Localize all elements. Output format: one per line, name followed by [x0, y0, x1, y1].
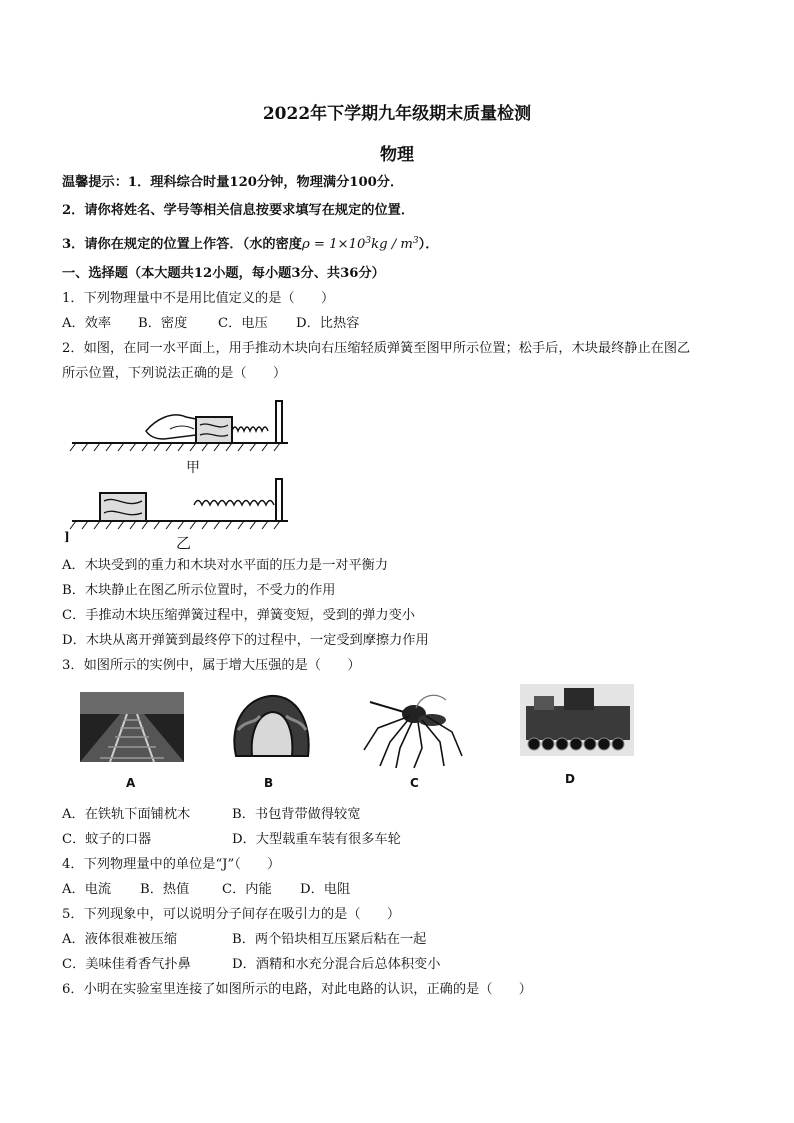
question-1-options — [62, 315, 359, 333]
question-2-stem-1: 2．如图，在同一水平面上，用手推动木块向右压缩轻质弹簧至图甲所示位置；松手后，木块最终静止在图乙 — [62, 341, 691, 356]
question-4-options — [62, 881, 350, 899]
q5-option-b: B．两个铅块相互压紧后粘在一起 — [232, 932, 427, 947]
pic-label-a: A — [126, 776, 136, 790]
q4-option-d: D．电阻 — [300, 882, 351, 897]
q3-options-row-2 — [62, 831, 401, 849]
section-heading: 一、选择题（本大题共12小题，每小题3分、共36分） — [62, 266, 385, 281]
schoolbag-photo — [226, 690, 316, 762]
question-3-stem: 3．如图所示的实例中，属于增大压强的是（ ） — [62, 658, 361, 673]
exam-title: 2022年下学期九年级期末质量检测 — [262, 104, 532, 124]
tip-line-2: 2．请你将姓名、学号等相关信息按要求填写在规定的位置． — [62, 203, 415, 218]
q2-option-a: A．木块受到的重力和木块对水平面的压力是一对平衡力 — [62, 558, 389, 573]
pic-label-d: D — [565, 772, 575, 786]
figure-jia — [60, 395, 300, 475]
q5-option-a: A．液体很难被压缩 — [62, 932, 178, 947]
question-5-stem: 5．下列现象中，可以说明分子间存在吸引力的是（ ） — [62, 907, 401, 922]
q1-option-d: D．比热容 — [296, 316, 360, 331]
q5-option-d: D．酒精和水充分混合后总体积变小 — [232, 957, 441, 972]
pic-label-c: C — [410, 776, 419, 790]
q1-option-a: A．效率 — [62, 316, 112, 331]
question-1-stem: 1．下列物理量中不是用比值定义的是（ ） — [62, 291, 335, 306]
question-4-stem: 4．下列物理量中的单位是“J”（ ） — [62, 857, 281, 872]
tip-line-3-pre: 3．请你在规定的位置上作答．（水的密度 — [62, 237, 302, 252]
q4-option-a: A．电流 — [62, 882, 112, 897]
q5-options-row-1 — [62, 931, 426, 949]
tip-line-1: 温馨提示：1．理科综合时量120分钟，物理满分100分． — [62, 175, 404, 190]
heavy-truck-photo — [520, 684, 634, 756]
q3-option-d: D．大型载重车装有很多车轮 — [232, 832, 401, 847]
q4-option-b: B．热值 — [140, 882, 190, 897]
tip-line-3 — [62, 232, 438, 254]
pic-label-b: B — [264, 776, 274, 790]
q1-option-b: B．密度 — [138, 316, 188, 331]
q2-option-c: C．手推动木块压缩弹簧过程中，弹簧变短，受到的弹力变小 — [62, 608, 415, 623]
q1-option-c: C．电压 — [218, 316, 268, 331]
q3-option-a: A．在铁轨下面铺枕木 — [62, 807, 191, 822]
q4-option-c: C．内能 — [222, 882, 272, 897]
tip-line-3-post: ）． — [418, 237, 439, 252]
figure-yi — [60, 475, 300, 535]
q5-options-row-2 — [62, 956, 440, 974]
q3-option-b: B．书包背带做得较宽 — [232, 807, 361, 822]
figure-yi-label: 乙 — [176, 534, 192, 552]
scan-artifact-mark: ] — [64, 530, 70, 544]
q3-option-c: C．蚊子的口器 — [62, 832, 152, 847]
railway-track-photo — [80, 692, 184, 762]
q2-option-b: B．木块静止在图乙所示位置时，不受力的作用 — [62, 583, 336, 598]
q2-option-d: D．木块从离开弹簧到最终停下的过程中，一定受到摩擦力作用 — [62, 633, 429, 648]
question-6-stem: 6．小明在实验室里连接了如图所示的电路，对此电路的认识，正确的是（ ） — [62, 982, 532, 997]
q3-options-row-1 — [62, 806, 360, 824]
figure-jia-label: 甲 — [186, 460, 200, 476]
density-formula: $\rho = 1\times 10^3kg / m^3$ — [301, 236, 419, 252]
q5-option-c: C．美味佳肴香气扑鼻 — [62, 957, 191, 972]
subject-title: 物理 — [380, 145, 414, 165]
mosquito-photo — [356, 686, 468, 770]
question-2-stem-2: 所示位置，下列说法正确的是（ ） — [62, 366, 287, 381]
